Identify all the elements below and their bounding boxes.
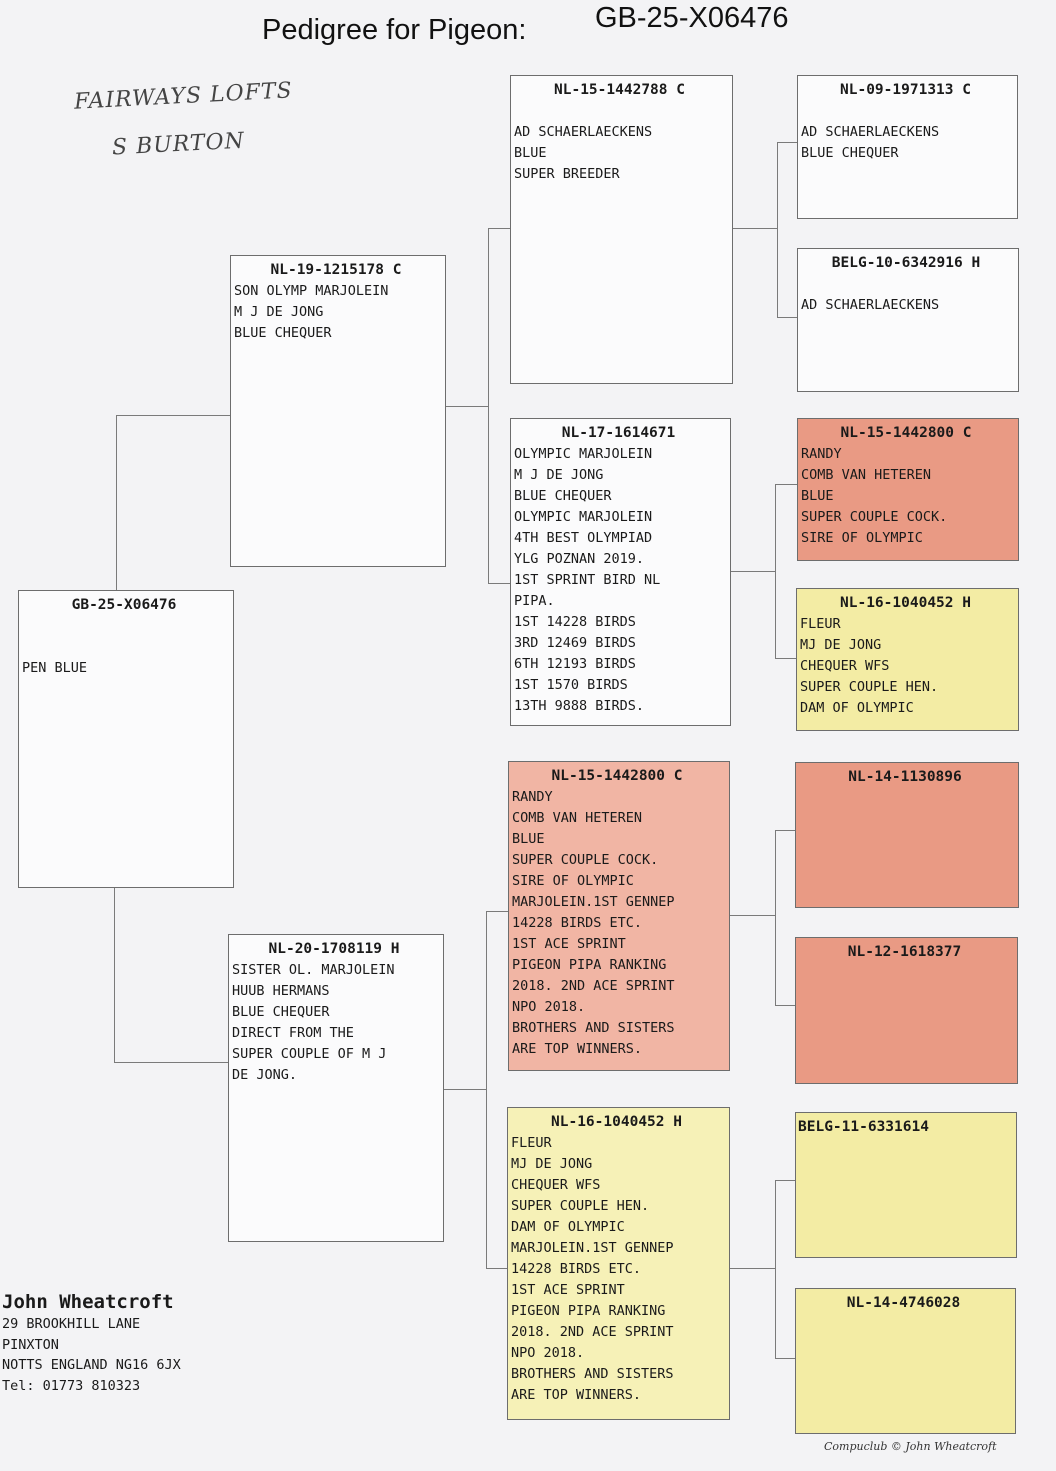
pigeon-line: SON OLYMP MARJOLEIN bbox=[234, 283, 389, 299]
pigeon-card-dd-dam[interactable] bbox=[795, 1288, 1016, 1434]
pigeon-line: BLUE bbox=[514, 145, 547, 161]
pigeon-line: SUPER COUPLE OF M J bbox=[232, 1046, 387, 1062]
pigeon-card-dd-sire[interactable] bbox=[795, 1112, 1017, 1258]
ring-number: NL-15-1442800 C bbox=[840, 425, 972, 441]
pigeon-line: RANDY bbox=[512, 789, 553, 805]
pigeon-line: SUPER COUPLE HEN. bbox=[511, 1198, 650, 1214]
pigeon-line bbox=[21, 637, 231, 658]
breeder-address-line: 29 BROOKHILL LANE bbox=[2, 1316, 141, 1332]
ring-number: NL-20-1708119 H bbox=[268, 941, 400, 957]
ring-number: NL-19-1215178 C bbox=[270, 262, 402, 278]
pigeon-line bbox=[800, 274, 1016, 295]
pigeon-card-ss-dam[interactable] bbox=[797, 248, 1019, 392]
pigeon-line: PIGEON PIPA RANKING bbox=[512, 957, 667, 973]
ring-number: NL-16-1040452 H bbox=[840, 595, 971, 611]
pigeon-line: CHEQUER WFS bbox=[511, 1177, 601, 1193]
ring-number: NL-15-1442800 C bbox=[551, 768, 683, 784]
pigeon-line: CHEQUER WFS bbox=[800, 658, 890, 674]
pigeon-card-ss-sire[interactable] bbox=[797, 75, 1018, 219]
pigeon-line bbox=[513, 101, 730, 122]
breeder-address-line: PINXTON bbox=[2, 1336, 59, 1353]
breeder-phone: Tel: 01773 810323 bbox=[2, 1377, 141, 1394]
pigeon-line: 6TH 12193 BIRDS bbox=[514, 656, 636, 672]
pigeon-line: BLUE bbox=[801, 488, 834, 504]
ring-number: NL-14-1130896 bbox=[848, 769, 962, 785]
title-label: Pedigree for Pigeon: bbox=[262, 14, 527, 46]
pigeon-line: SUPER BREEDER bbox=[514, 166, 620, 182]
pigeon-line: DAM OF OLYMPIC bbox=[800, 700, 914, 716]
pigeon-line: 2018. 2ND ACE SPRINT bbox=[512, 978, 675, 994]
pigeon-line: M J DE JONG bbox=[234, 304, 324, 320]
ring-number: NL-14-4746028 bbox=[846, 1295, 961, 1311]
title-ring-number: GB-25-X06476 bbox=[595, 2, 789, 34]
pigeon-card-dam-sire[interactable] bbox=[508, 761, 730, 1071]
pigeon-line: SISTER OL. MARJOLEIN bbox=[232, 962, 395, 978]
pigeon-line: BROTHERS AND SISTERS bbox=[511, 1366, 674, 1382]
pigeon-line: 1ST 1570 BIRDS bbox=[514, 677, 628, 693]
pigeon-line: SIRE OF OLYMPIC bbox=[801, 530, 923, 546]
pigeon-line: HUUB HERMANS bbox=[232, 983, 330, 999]
pigeon-line: SIRE OF OLYMPIC bbox=[512, 873, 634, 889]
pigeon-line bbox=[800, 101, 1015, 122]
footer-credit: Compuclub © John Wheatcroft bbox=[824, 1440, 997, 1453]
pigeon-line: 1ST 14228 BIRDS bbox=[514, 614, 636, 630]
pigeon-line: 4TH BEST OLYMPIAD bbox=[514, 530, 653, 546]
pigeon-line: 3RD 12469 BIRDS bbox=[514, 635, 636, 651]
ring-number: NL-12-1618377 bbox=[847, 944, 962, 960]
pigeon-line: DAM OF OLYMPIC bbox=[511, 1219, 625, 1235]
pigeon-line: SUPER COUPLE COCK. bbox=[512, 852, 659, 868]
pigeon-card-dam[interactable] bbox=[228, 934, 444, 1242]
pigeon-card-sd-sire[interactable] bbox=[797, 418, 1019, 561]
pigeon-line: BLUE CHEQUER bbox=[234, 325, 332, 341]
pigeon-line: OLYMPIC MARJOLEIN bbox=[514, 446, 653, 462]
pigeon-card-sd-dam[interactable] bbox=[796, 588, 1019, 731]
pigeon-line: DIRECT FROM THE bbox=[232, 1025, 354, 1041]
breeder-contact bbox=[2, 1290, 302, 1396]
pigeon-line: DE JONG. bbox=[232, 1067, 298, 1083]
pigeon-line: RANDY bbox=[801, 446, 842, 462]
pigeon-line: BLUE bbox=[512, 831, 545, 847]
pigeon-line bbox=[21, 616, 231, 637]
pigeon-line: 1ST ACE SPRINT bbox=[512, 936, 626, 952]
pigeon-line: PIGEON PIPA RANKING bbox=[511, 1303, 666, 1319]
ring-number: NL-09-1971313 C bbox=[840, 82, 971, 98]
pigeon-line: BLUE CHEQUER bbox=[801, 145, 899, 161]
pigeon-line: NPO 2018. bbox=[512, 999, 586, 1015]
pigeon-line: BLUE CHEQUER bbox=[514, 488, 612, 504]
pigeon-line: 14228 BIRDS ETC. bbox=[511, 1261, 642, 1277]
ring-number: NL-15-1442788 C bbox=[554, 82, 685, 98]
pigeon-line: M J DE JONG bbox=[514, 467, 604, 483]
pigeon-line: SUPER COUPLE COCK. bbox=[801, 509, 948, 525]
page-title bbox=[262, 2, 842, 52]
ring-number: BELG-10-6342916 H bbox=[831, 255, 981, 271]
pigeon-line: MARJOLEIN.1ST GENNEP bbox=[511, 1240, 674, 1256]
pigeon-line: FLEUR bbox=[800, 616, 841, 632]
ring-number: GB-25-X06476 bbox=[71, 597, 177, 613]
breeder-address-line: NOTTS ENGLAND NG16 6JX bbox=[2, 1357, 181, 1373]
pigeon-line: FLEUR bbox=[511, 1135, 552, 1151]
pigeon-line: AD SCHAERLAECKENS bbox=[514, 124, 653, 140]
pigeon-card-dam-dam[interactable] bbox=[507, 1107, 730, 1420]
pigeon-line: OLYMPIC MARJOLEIN bbox=[514, 509, 653, 525]
pigeon-card-ds-sire[interactable] bbox=[795, 762, 1019, 908]
handwritten-loft-name: FAIRWAYS LOFTS bbox=[73, 78, 294, 115]
pigeon-line: AD SCHAERLAECKENS bbox=[801, 297, 940, 313]
pigeon-card-sire-sire[interactable] bbox=[510, 75, 733, 384]
pigeon-line: NPO 2018. bbox=[511, 1345, 585, 1361]
pigeon-line: COMB VAN HETEREN bbox=[512, 810, 643, 826]
ring-number: NL-17-1614671 bbox=[561, 425, 676, 441]
ring-number: BELG-11-6331614 bbox=[798, 1119, 929, 1135]
pigeon-line: 1ST ACE SPRINT bbox=[511, 1282, 625, 1298]
pigeon-line: 1ST SPRINT BIRD NL bbox=[514, 572, 661, 588]
pigeon-line: PEN BLUE bbox=[22, 660, 88, 676]
pigeon-line: 13TH 9888 BIRDS. bbox=[514, 698, 645, 714]
pigeon-line: MARJOLEIN.1ST GENNEP bbox=[512, 894, 675, 910]
breeder-name: John Wheatcroft bbox=[2, 1291, 174, 1313]
pigeon-card-subject[interactable] bbox=[18, 590, 234, 888]
pigeon-line: BROTHERS AND SISTERS bbox=[512, 1020, 675, 1036]
pigeon-line: PIPA. bbox=[514, 593, 555, 609]
pigeon-line: COMB VAN HETEREN bbox=[801, 467, 932, 483]
pigeon-line: AD SCHAERLAECKENS bbox=[801, 124, 940, 140]
pigeon-line: ARE TOP WINNERS. bbox=[512, 1041, 643, 1057]
handwritten-owner-name: S BURTON bbox=[111, 128, 246, 161]
pigeon-line: MJ DE JONG bbox=[800, 637, 882, 653]
pigeon-card-ds-dam[interactable] bbox=[795, 937, 1018, 1084]
pigeon-line: ARE TOP WINNERS. bbox=[511, 1387, 642, 1403]
pigeon-line: YLG POZNAN 2019. bbox=[514, 551, 645, 567]
ring-number: NL-16-1040452 H bbox=[551, 1114, 682, 1130]
pigeon-line: 2018. 2ND ACE SPRINT bbox=[511, 1324, 674, 1340]
pigeon-line: MJ DE JONG bbox=[511, 1156, 593, 1172]
pigeon-line: 14228 BIRDS ETC. bbox=[512, 915, 643, 931]
pigeon-line: BLUE CHEQUER bbox=[232, 1004, 330, 1020]
pigeon-line: SUPER COUPLE HEN. bbox=[800, 679, 939, 695]
pigeon-card-sire[interactable] bbox=[230, 255, 446, 567]
pigeon-card-sire-dam[interactable] bbox=[510, 418, 731, 726]
